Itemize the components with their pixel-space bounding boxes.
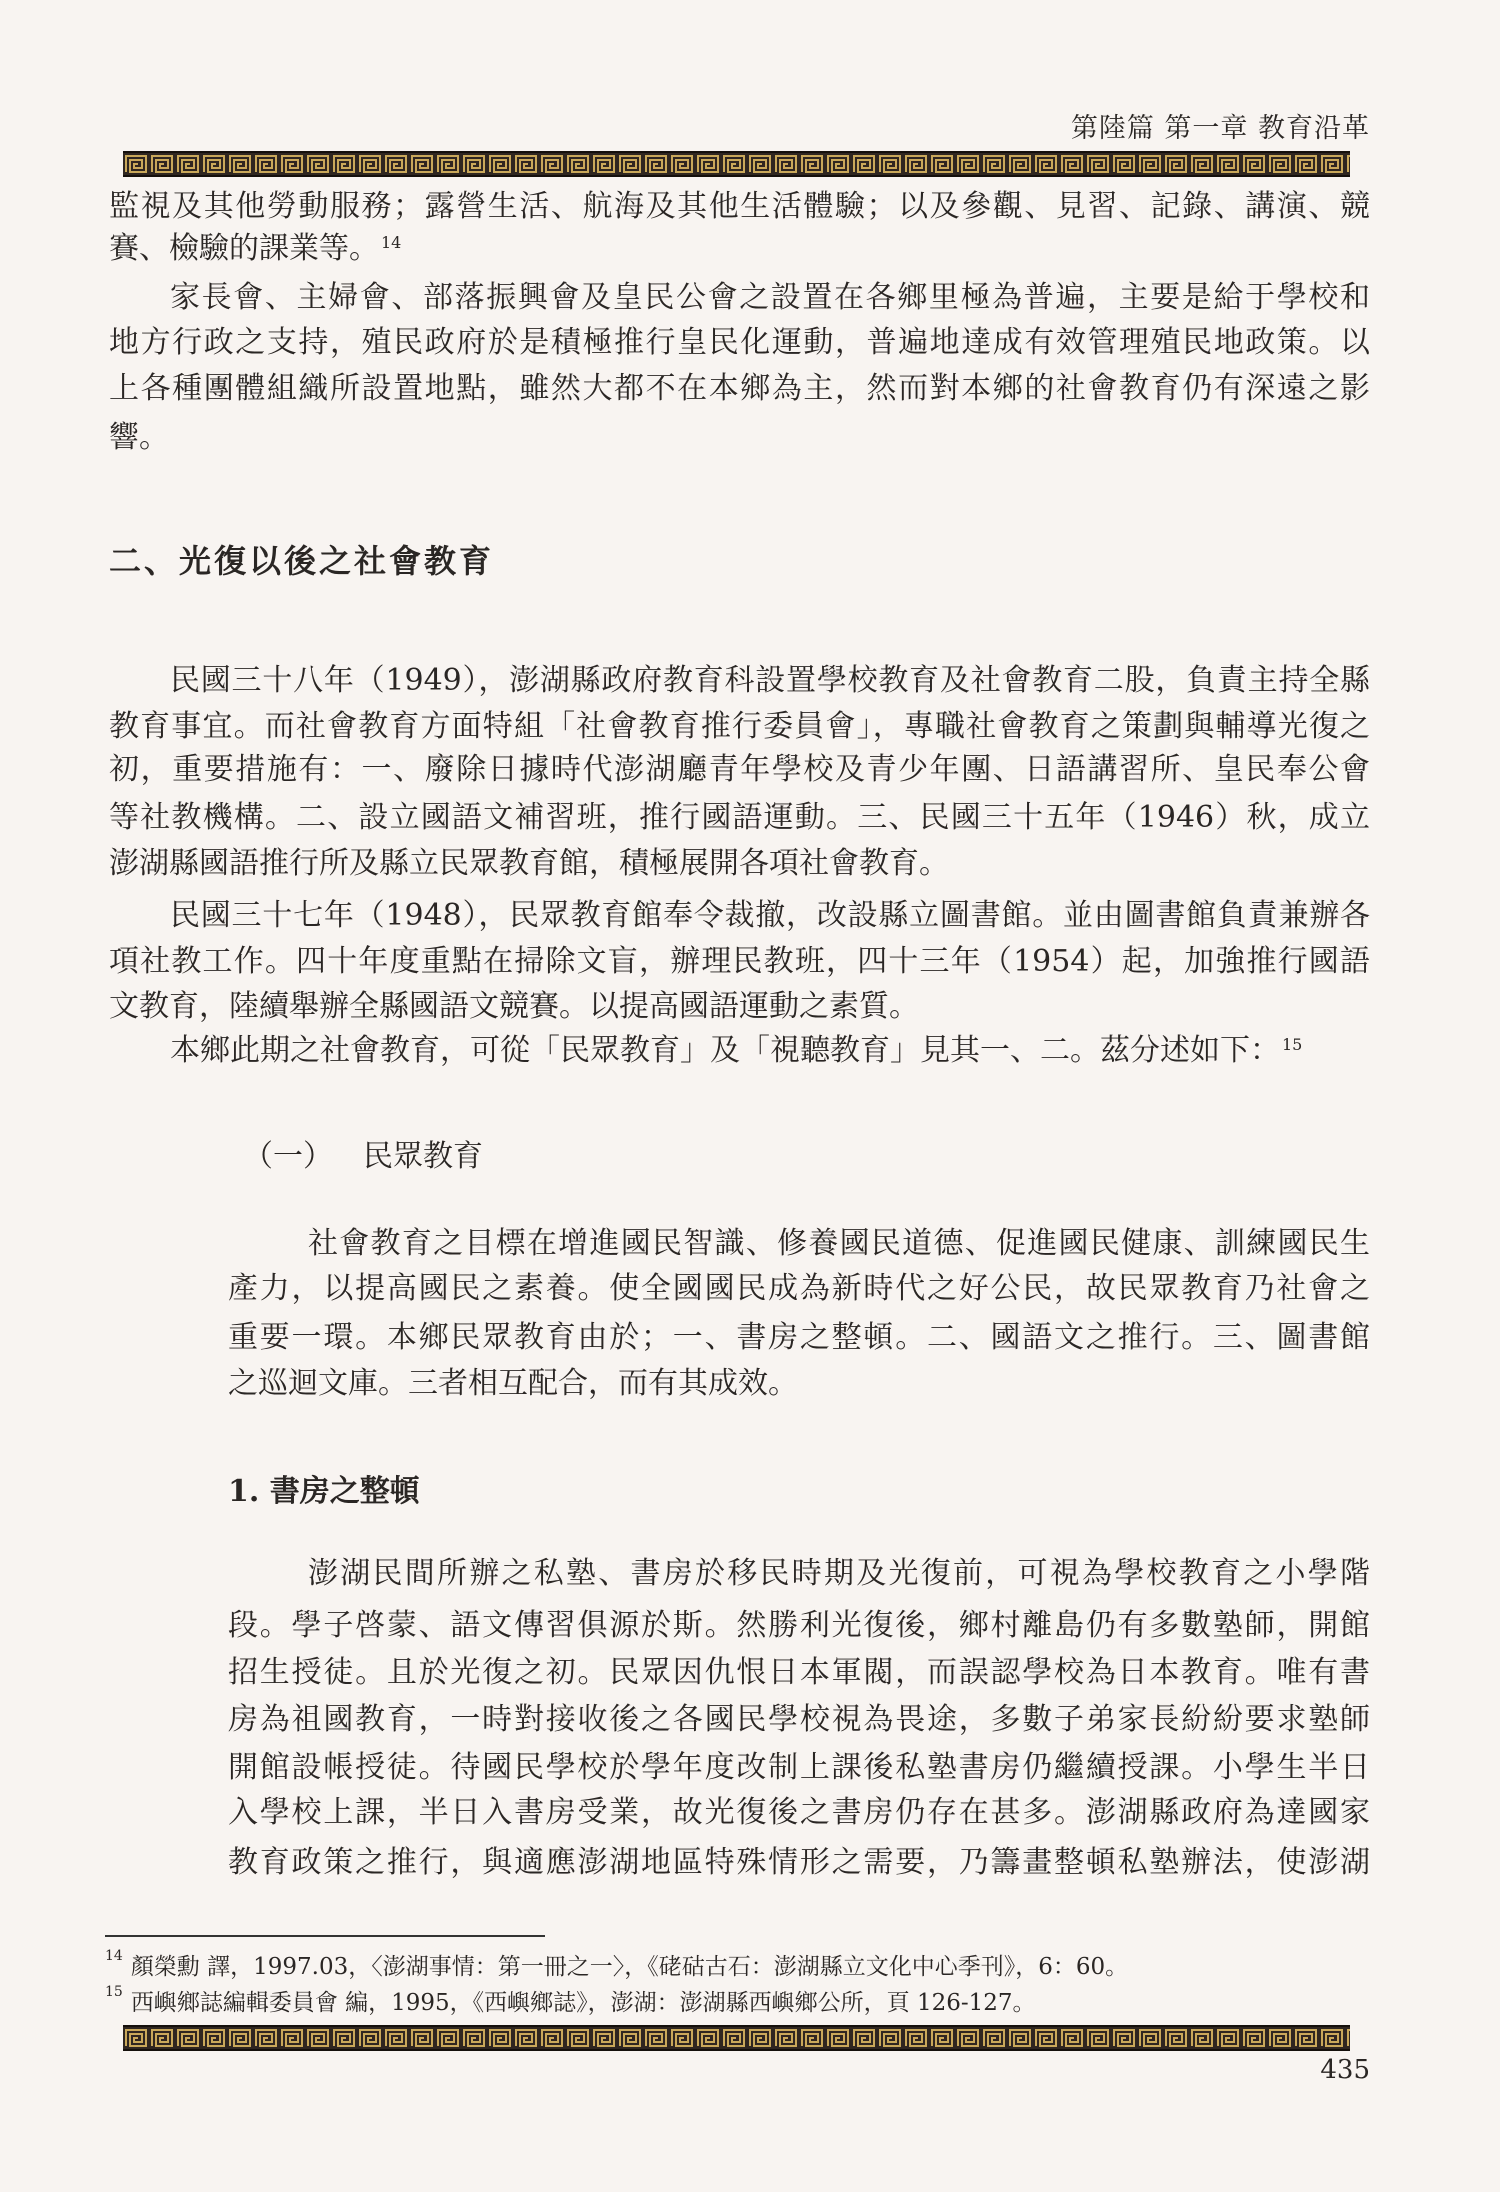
text-line	[109, 187, 1370, 227]
line-text: 澎湖縣國語推行所及縣立民眾教育館，積極展開各項社會教育。	[109, 846, 949, 881]
subsection-heading	[243, 1131, 483, 1175]
text-line	[308, 1224, 1370, 1264]
running-header: 第陸篇 第一章 教育沿革	[1070, 113, 1370, 144]
line-text: 段。學子啓蒙、語文傳習俱源於斯。然勝利光復後，鄉村離島仍有多數塾師，開館	[228, 1608, 1370, 1643]
line-text: 初，重要措施有：一、廢除日據時代澎湖廳青年學校及青少年團、日語講習所、皇民奉公會	[109, 752, 1370, 787]
text-line	[109, 750, 1370, 790]
text-line	[109, 798, 1370, 838]
line-text: 民國三十八年（1949），澎湖縣政府教育科設置學校教育及社會教育二股，負責主持全縣	[170, 663, 1370, 698]
footnote-ref: 15	[1282, 1035, 1303, 1054]
footnote-number: 15	[105, 1984, 123, 2000]
text-line	[228, 1748, 1370, 1788]
line-text: 房為祖國教育，一時對接收後之各國民學校視為畏途，多數子弟家長紛紛要求塾師	[228, 1702, 1370, 1737]
line-text: 之巡迴文庫。三者相互配合，而有其成效。	[228, 1366, 798, 1401]
text-line	[308, 1554, 1370, 1594]
line-text: 本鄉此期之社會教育，可從「民眾教育」及「視聽教育」見其一、二。茲分述如下：	[170, 1033, 1280, 1068]
text-line	[170, 1031, 1302, 1071]
line-text: 文教育，陸續舉辦全縣國語文競賽。以提高國語運動之素質。	[109, 989, 919, 1024]
text-line	[228, 1364, 798, 1404]
subsection-number: （一）	[243, 1139, 333, 1174]
footnote-number: 14	[105, 1948, 123, 1964]
line-text: 入學校上課，半日入書房受業，故光復後之書房仍存在甚多。澎湖縣政府為達國家	[228, 1795, 1370, 1830]
text-line	[109, 323, 1370, 363]
text-line	[228, 1700, 1370, 1740]
line-text: 澎湖民間所辦之私塾、書房於移民時期及光復前，可視為學校教育之小學階	[308, 1556, 1370, 1591]
text-line	[228, 1843, 1370, 1883]
line-text: 地方行政之支持，殖民政府於是積極推行皇民化運動，普遍地達成有效管理殖民地政策。以	[109, 325, 1370, 360]
footnote	[105, 1948, 1128, 1981]
line-text: 等社教機構。二、設立國語文補習班，推行國語運動。三、民國三十五年（1946）秋，成立	[109, 800, 1370, 835]
text-line	[109, 987, 919, 1027]
line-text: 家長會、主婦會、部落振興會及皇民公會之設置在各鄉里極為普遍，主要是給于學校和	[170, 280, 1370, 315]
bottom-meander-border	[123, 2025, 1350, 2051]
text-line	[109, 942, 1370, 982]
item-heading: 1. 書房之整頓	[228, 1474, 420, 1509]
line-text: 民國三十七年（1948），民眾教育館奉令裁撤，改設縣立圖書館。並由圖書館負責兼辦各	[170, 898, 1370, 933]
footnote-text: 西嶼鄉誌編輯委員會 編，1995，《西嶼鄉誌》，澎湖：澎湖縣西嶼鄉公所，頁 126-127。	[130, 1990, 1036, 2016]
top-meander-border	[123, 151, 1350, 177]
text-line	[109, 369, 1370, 409]
line-text: 產力，以提高國民之素養。使全國國民成為新時代之好公民，故民眾教育乃社會之	[228, 1271, 1370, 1306]
footnote-rule	[105, 1935, 545, 1937]
text-line	[170, 278, 1370, 318]
line-text: 重要一環。本鄉民眾教育由於；一、書房之整頓。二、國語文之推行。三、圖書館	[228, 1320, 1370, 1355]
text-line	[228, 1606, 1370, 1646]
subsection-title: 民眾教育	[363, 1139, 483, 1174]
footnote	[105, 1984, 1036, 2017]
text-line	[170, 661, 1370, 701]
line-text: 社會教育之目標在增進國民智識、修養國民道德、促進國民健康、訓練國民生	[308, 1226, 1370, 1261]
text-line	[109, 418, 169, 458]
text-line	[109, 229, 401, 269]
line-text: 響。	[109, 420, 169, 455]
section-heading: 二、光復以後之社會教育	[109, 542, 495, 580]
line-text: 教育政策之推行，與適應澎湖地區特殊情形之需要，乃籌畫整頓私塾辦法，使澎湖	[228, 1845, 1370, 1880]
text-line	[228, 1318, 1370, 1358]
line-text: 教育事宜。而社會教育方面特組「社會教育推行委員會」，專職社會教育之策劃與輔導光復之	[109, 709, 1370, 744]
line-text: 項社教工作。四十年度重點在掃除文盲，辦理民教班，四十三年（1954）起，加強推行國語	[109, 944, 1370, 979]
line-text: 上各種團體組織所設置地點，雖然大都不在本鄉為主，然而對本鄉的社會教育仍有深遠之影	[109, 371, 1370, 406]
text-line	[109, 844, 949, 884]
footnote-text: 顏榮勳 譯，1997.03，〈澎湖事情：第一冊之一〉，《硓𥑮古石：澎湖縣立文化中心季刊》，6：60。	[130, 1954, 1129, 1980]
text-line	[228, 1653, 1370, 1693]
page-number: 435	[1320, 2055, 1370, 2085]
text-line	[228, 1269, 1370, 1309]
line-text: 監視及其他勞動服務；露營生活、航海及其他生活體驗；以及參觀、見習、記錄、講演、競	[109, 189, 1370, 224]
line-text: 招生授徒。且於光復之初。民眾因仇恨日本軍閥，而誤認學校為日本教育。唯有書	[228, 1655, 1370, 1690]
footnote-ref: 14	[381, 233, 402, 252]
text-line	[228, 1793, 1370, 1833]
text-line	[170, 896, 1370, 936]
text-line	[109, 707, 1370, 747]
line-text: 開館設帳授徒。待國民學校於學年度改制上課後私塾書房仍繼續授課。小學生半日	[228, 1750, 1370, 1785]
line-text: 賽、檢驗的課業等。	[109, 231, 379, 266]
